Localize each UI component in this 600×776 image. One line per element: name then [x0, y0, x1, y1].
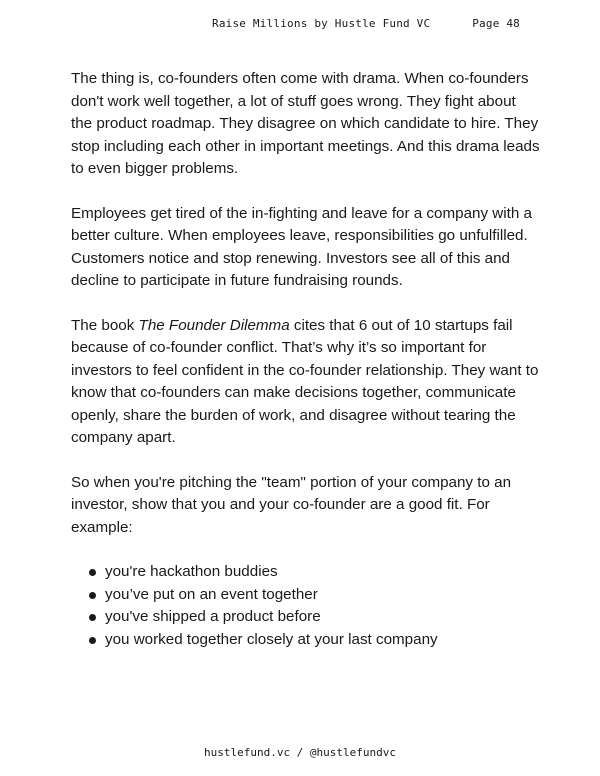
bullet-icon — [89, 614, 96, 621]
book-reference: The Founder Dilemma — [138, 316, 290, 334]
page-number: Page 48 — [472, 17, 520, 30]
paragraph-cofounder-drama: The thing is, co-founders often come with drama. When co-founders don't work well together, a lot of stuff goes wrong. They fight about the product roadmap. They disagree on which candidate to hire. They stop including each other in important meetings. And this drama leads to even bigger problems. — [71, 70, 540, 177]
list-item-text: you worked together closely at your last company — [105, 630, 438, 648]
paragraph-text: The book — [71, 316, 139, 334]
list-item — [71, 606, 541, 629]
list-item — [71, 561, 541, 584]
list-item-text: you're hackathon buddies — [105, 563, 278, 580]
page-body — [71, 68, 541, 651]
bullet-icon — [89, 592, 96, 599]
paragraph-pitching-team: So when you're pitching the "team" portion of your company to an investor, show that you and your co-founder are a good fit. For example: — [71, 473, 512, 536]
list-item — [71, 629, 541, 652]
paragraph-text: cites that 6 out of 10 startups fail because of co-founder conflict. That’s why it’s so important for investors to feel confident in the co-founder relationship. They want to know that co-founders can make decisions together, communicate openly, share the burden of work, and disagree without tearing the company apart. — [71, 316, 539, 446]
paragraph-founder-dilemma — [71, 315, 541, 450]
list-item-text: you've shipped a product before — [105, 608, 321, 625]
bullet-icon — [89, 569, 96, 576]
list-item — [71, 584, 541, 607]
bullet-icon — [89, 637, 96, 644]
book-title: Raise Millions by Hustle Fund VC — [212, 17, 431, 30]
list-item-text: you’ve put on an event together — [105, 585, 318, 603]
paragraph-consequences: Employees get tired of the in-fighting and leave for a company with a better culture. When employees leave, responsibilities go unfulfilled. Customers notice and stop renewing. Investors see all of this and decline to participate in future fundraising rounds. — [71, 204, 532, 289]
examples-list — [71, 561, 541, 651]
page-header — [0, 14, 600, 34]
page-footer: hustlefund.vc / @hustlefundvc — [203, 746, 397, 759]
